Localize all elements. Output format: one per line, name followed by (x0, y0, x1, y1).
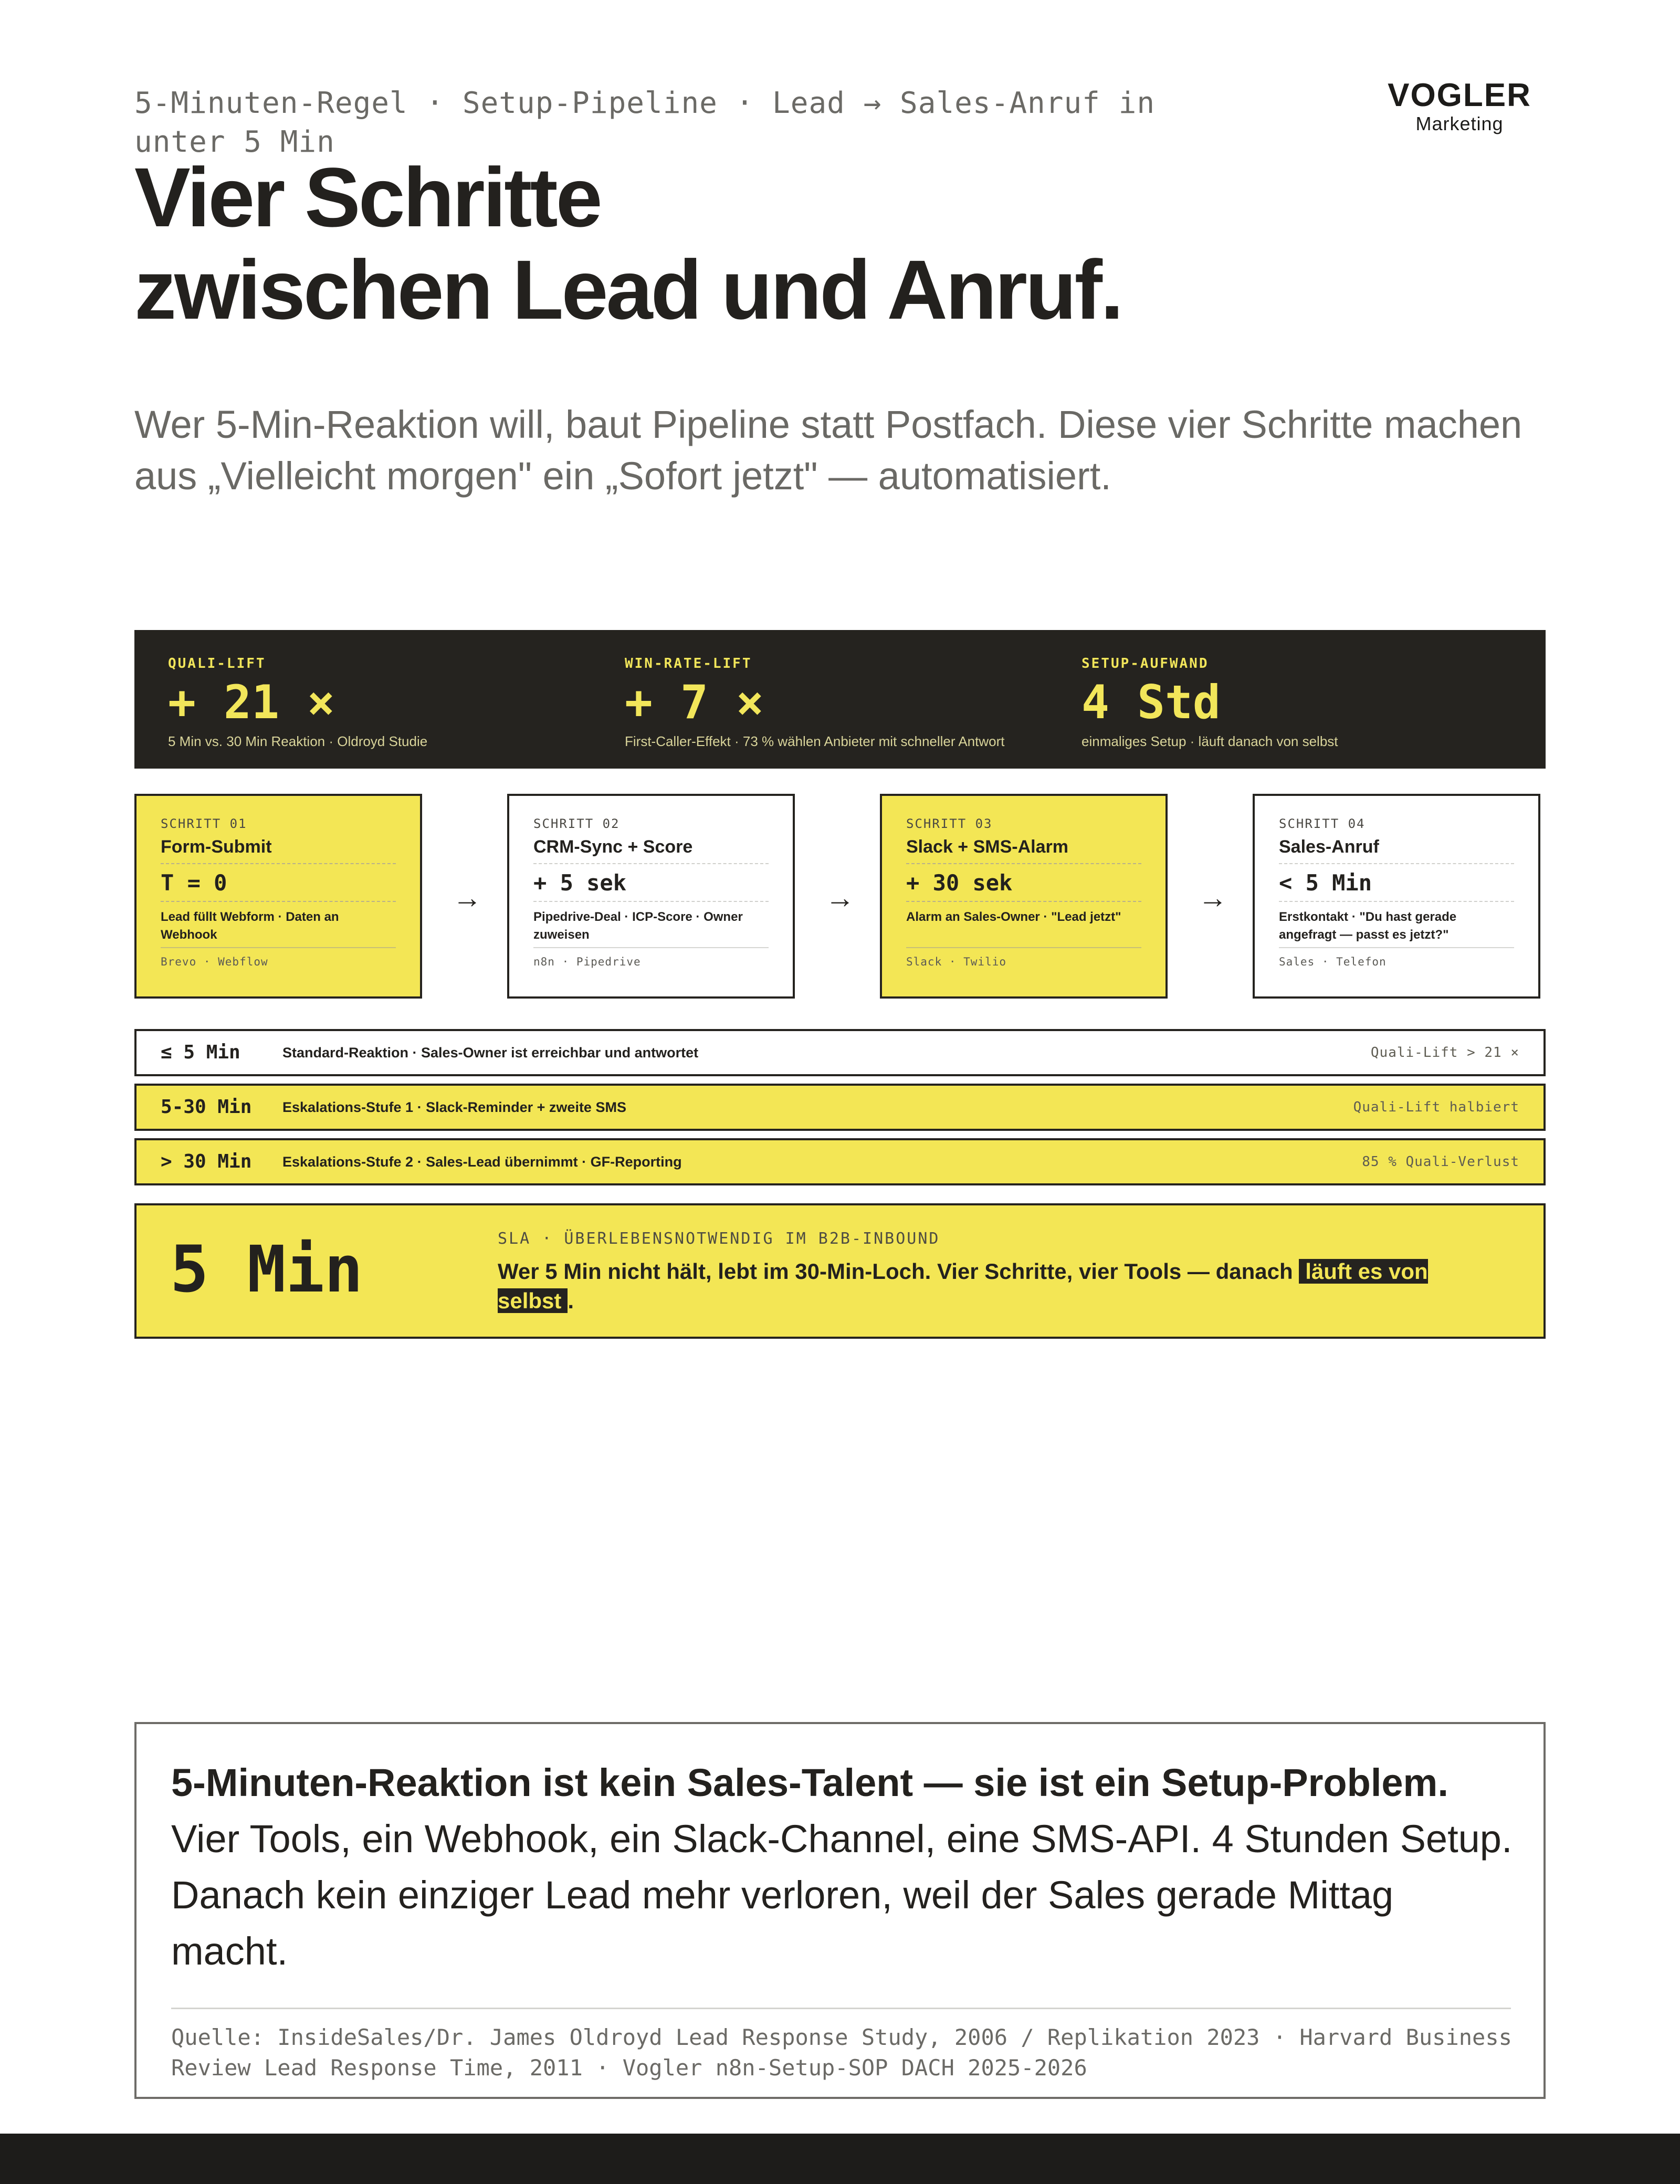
stat-note: First-Caller-Effekt · 73 % wählen Anbieter mit schneller Antwort (625, 733, 1005, 749)
step-time: + 5 sek (533, 864, 769, 902)
step-number: SCHRITT 04 (1279, 816, 1366, 831)
escalation-row-stufe-1 (134, 1084, 1546, 1131)
step-title: Slack + SMS-Alarm (906, 836, 1141, 864)
step-time: + 30 sek (906, 864, 1141, 902)
intro-paragraph: Wer 5-Min-Reaktion will, baut Pipeline statt Postfach. Diese vier Schritte machen aus „Vielleicht morgen" ein „Sofort jetzt" — automatisiert. (134, 403, 1522, 498)
escalation-time: > 30 Min (161, 1151, 252, 1172)
escalation-time: 5-30 Min (161, 1096, 252, 1118)
sla-callout (134, 1203, 1546, 1339)
arrow-right-icon: → (825, 881, 855, 914)
stat-note: 5 Min vs. 30 Min Reaktion · Oldroyd Studie (168, 733, 428, 749)
page-title-line-2: zwischen Lead und Anruf. (134, 243, 1122, 337)
step-description: Pipedrive-Deal · ICP-Score · Owner zuweisen (533, 910, 743, 942)
logo-subline: Marketing (1415, 113, 1504, 134)
stat-value: 4 Std (1082, 675, 1221, 729)
step-card-04 (1253, 794, 1540, 999)
stat-label: SETUP-AUFWAND (1082, 656, 1209, 671)
divider (171, 2008, 1511, 2009)
step-description: Lead füllt Webform · Daten an Webhook (161, 910, 339, 942)
stat-value: + 7 × (625, 675, 764, 729)
sla-text (498, 1257, 1485, 1316)
takeaway-bold: 5-Minuten-Reaktion ist kein Sales-Talent — sie ist ein Setup-Problem. (171, 1761, 1448, 1804)
step-title: Form-Submit (161, 836, 396, 864)
stat-quali-lift (168, 655, 598, 750)
stat-note: einmaliges Setup · läuft danach von selbst (1082, 733, 1338, 749)
source-citation: Quelle: InsideSales/Dr. James Oldroyd Lead Response Study, 2006 / Replikation 2023 · Harvard Business Review Lead Response Time, 2011 · Vogler n8n-Setup-SOP DACH 2025-2026 (171, 2024, 1512, 2081)
step-tools: Brevo · Webflow (161, 947, 396, 969)
step-card-03 (880, 794, 1168, 999)
escalation-description: Eskalations-Stufe 2 · Sales-Lead übernimmt · GF-Reporting (282, 1154, 682, 1170)
arrow-right-icon: → (1198, 881, 1227, 914)
stat-value: + 21 × (168, 675, 335, 729)
step-number: SCHRITT 03 (906, 816, 993, 831)
stat-label: QUALI-LIFT (168, 656, 266, 671)
step-description: Alarm an Sales-Owner · "Lead jetzt" (906, 910, 1121, 924)
stats-band (134, 630, 1546, 769)
sla-text-end: . (568, 1288, 574, 1313)
step-card-01 (134, 794, 422, 999)
step-card-02 (507, 794, 795, 999)
page-title-line-1: Vier Schritte (134, 150, 601, 244)
sla-big-value: 5 Min (170, 1232, 363, 1307)
escalation-row-standard (134, 1029, 1546, 1076)
escalation-row-stufe-2 (134, 1138, 1546, 1185)
step-title: Sales-Anruf (1279, 836, 1514, 864)
step-title: CRM-Sync + Score (533, 836, 769, 864)
escalation-result: Quali-Lift halbiert (1353, 1099, 1519, 1115)
stat-setup-aufwand (1082, 655, 1512, 750)
escalation-description: Eskalations-Stufe 1 · Slack-Reminder + zweite SMS (282, 1099, 626, 1115)
escalation-description: Standard-Reaktion · Sales-Owner ist erreichbar und antwortet (282, 1045, 699, 1060)
page-title (134, 151, 1447, 336)
escalation-result: Quali-Lift > 21 × (1370, 1045, 1519, 1060)
logo-wordmark: VOGLER (1388, 77, 1531, 113)
stat-label: WIN-RATE-LIFT (625, 656, 752, 671)
step-number: SCHRITT 01 (161, 816, 247, 831)
eyebrow-text: 5-Minuten-Regel · Setup-Pipeline · Lead → Sales-Anruf in unter 5 Min (134, 86, 1156, 159)
escalation-result: 85 % Quali-Verlust (1362, 1154, 1519, 1170)
arrow-right-icon: → (453, 881, 482, 914)
step-number: SCHRITT 02 (533, 816, 620, 831)
takeaway-rest: Vier Tools, ein Webhook, ein Slack-Channel, eine SMS-API. 4 Stunden Setup. Danach kein einziger Lead mehr verloren, weil der Sales gerade Mittag macht. (171, 1817, 1513, 1973)
takeaway-text (171, 1755, 1515, 1979)
takeaway-box (134, 1722, 1546, 2099)
sla-text-lead: Wer 5 Min nicht hält, lebt im 30-Min-Loch. Vier Schritte, vier Tools — danach (498, 1259, 1299, 1284)
escalation-time: ≤ 5 Min (161, 1042, 240, 1063)
step-tools: n8n · Pipedrive (533, 947, 769, 969)
step-tools: Slack · Twilio (906, 947, 1141, 969)
stat-win-rate-lift (625, 655, 1055, 750)
footer-bar (0, 2134, 1680, 2184)
step-time: < 5 Min (1279, 864, 1514, 902)
step-tools: Sales · Telefon (1279, 947, 1514, 969)
step-description: Erstkontakt · "Du hast gerade angefragt — passt es jetzt?" (1279, 910, 1457, 942)
step-time: T = 0 (161, 864, 396, 902)
sla-label: SLA · ÜBERLEBENSNOTWENDIG IM B2B-INBOUND (498, 1230, 940, 1248)
brand-logo (1376, 79, 1544, 135)
sla-text-highlight: läuft es von selbst (498, 1259, 1428, 1313)
